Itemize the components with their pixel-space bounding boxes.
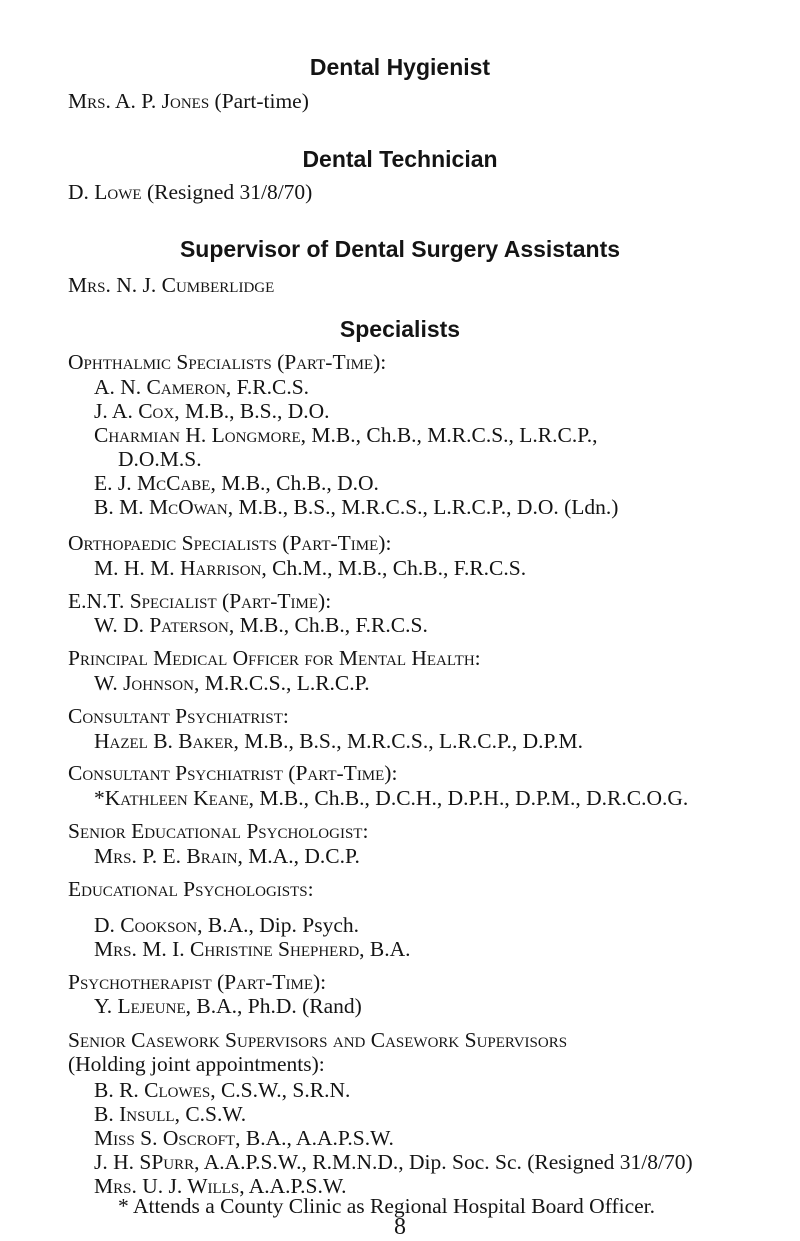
orthopaedic-entry [94,558,526,580]
ed-psychs-label: Educational Psychologists: [68,877,314,901]
ophthalmic-label: Ophthalmic Specialists (Part-Time): [68,350,387,374]
entry-quals: , B.A., A.A.P.S.W. [235,1126,394,1150]
casework-entry-3 [94,1128,394,1150]
psychotherapist-entry [94,996,362,1018]
entry-quals: , M.B., Ch.B., F.R.C.S. [228,613,428,637]
heading-dental-hygienist: Dental Hygienist [309,54,491,80]
hygienist-note: (Part-time) [209,89,309,113]
heading-specialists: Specialists [339,316,461,342]
page-number: 8 [394,1214,406,1240]
entry-name: M. H. M. Harrison [94,556,262,580]
entry-name: W. D. Paterson [94,613,229,637]
entry-name: J. H. SPurr [94,1150,195,1174]
pmo-entry [94,673,370,695]
entry-quals: , A.A.P.S.W. [239,1174,347,1198]
entry-name: B. Insull [94,1102,175,1126]
psychiatrist-entry [94,731,583,753]
entry-quals: , C.S.W. [174,1102,247,1126]
entry-quals: , Ch.M., M.B., Ch.B., F.R.C.S. [261,556,527,580]
ophthalmic-entry-2 [94,401,330,423]
ent-label: E.N.T. Specialist (Part-Time): [68,589,332,613]
entry-name: Mrs. U. J. Wills [94,1174,240,1198]
entry-name: Charmian H. Longmore [94,423,301,447]
ophthalmic-entry-1 [94,377,309,399]
entry-name: Mrs. M. I. Christine Shepherd [94,937,360,961]
entry-quals: , M.R.C.S., L.R.C.P. [193,671,370,695]
entry-quals: , B.A. [359,937,411,961]
casework-label: Senior Casework Supervisors and Casework Supervisors [68,1028,568,1052]
entry-name: Mrs. P. E. Brain [94,844,238,868]
senior-ed-psych-label: Senior Educational Psychologist: [68,819,369,843]
entry-quals: , F.R.C.S. [225,375,310,399]
entry-name: E. J. McCabe [94,471,211,495]
entry-quals: , M.B., Ch.B., M.R.C.S., L.R.C.P., [300,423,598,447]
entry-name: W. Johnson [94,671,194,695]
technician-note: (Resigned 31/8/70) [141,180,313,204]
technician-name: D. Lowe [68,180,142,204]
ophthalmic-entry-5 [94,497,618,519]
casework-entry-2 [94,1104,246,1126]
entry-quals: , M.B., B.S., M.R.C.S., L.R.C.P., D.O. (Ldn.) [227,495,619,519]
psychotherapist-label: Psychotherapist (Part-Time): [68,970,327,994]
entry-quals: , M.A., D.C.P. [237,844,360,868]
casework-entry-4 [94,1152,693,1174]
orthopaedic-label: Orthopaedic Specialists (Part-Time): [68,531,392,555]
psychiatrist-pt-entry [94,788,688,810]
entry-quals: , A.A.P.S.W., R.M.N.D., Dip. Soc. Sc. (Resigned 31/8/70) [194,1150,693,1174]
entry-quals: , M.B., Ch.B., D.C.H., D.P.H., D.P.M., D.R.C.O.G. [248,786,689,810]
entry-name: A. N. Cameron [94,375,226,399]
entry-name: D. Cookson [94,913,198,937]
heading-dental-technician: Dental Technician [302,146,498,172]
pmo-label: Principal Medical Officer for Mental Health: [68,646,481,670]
hygienist-entry [68,91,309,113]
senior-ed-psych-entry [94,846,360,868]
ophthalmic-entry-3-continuation: D.O.M.S. [118,447,202,471]
entry-quals: , M.B., Ch.B., D.O. [210,471,379,495]
entry-name: Hazel B. Baker [94,729,234,753]
ent-entry [94,615,428,637]
entry-quals: , B.A., Ph.D. (Rand) [185,994,362,1018]
entry-name: J. A. Cox [94,399,175,423]
entry-name: B. R. Clowes [94,1078,211,1102]
ophthalmic-entry-4 [94,473,379,495]
entry-name: *Kathleen Keane [94,786,249,810]
entry-name: Miss S. Oscroft [94,1126,236,1150]
casework-entry-1 [94,1080,350,1102]
ed-psychs-entry-1 [94,915,359,937]
heading-supervisor: Supervisor of Dental Surgery Assistants [179,236,621,262]
entry-quals: , B.A., Dip. Psych. [197,913,359,937]
entry-name: Y. Lejeune [94,994,186,1018]
hygienist-name: Mrs. A. P. Jones [68,89,210,113]
casework-label-2: (Holding joint appointments): [68,1052,325,1076]
entry-name: B. M. McOwan [94,495,228,519]
entry-quals: , C.S.W., S.R.N. [210,1078,351,1102]
footnote: * Attends a County Clinic as Regional Hospital Board Officer. [118,1194,656,1218]
psychiatrist-label: Consultant Psychiatrist: [68,704,289,728]
psychiatrist-pt-label: Consultant Psychiatrist (Part-Time): [68,761,398,785]
supervisor-entry [68,275,274,297]
supervisor-name: Mrs. N. J. Cumberlidge [68,273,275,297]
entry-quals: , M.B., B.S., D.O. [174,399,330,423]
technician-entry [68,182,312,204]
ed-psychs-entry-2 [94,939,411,961]
entry-quals: , M.B., B.S., M.R.C.S., L.R.C.P., D.P.M. [233,729,583,753]
ophthalmic-entry-3 [94,425,598,447]
